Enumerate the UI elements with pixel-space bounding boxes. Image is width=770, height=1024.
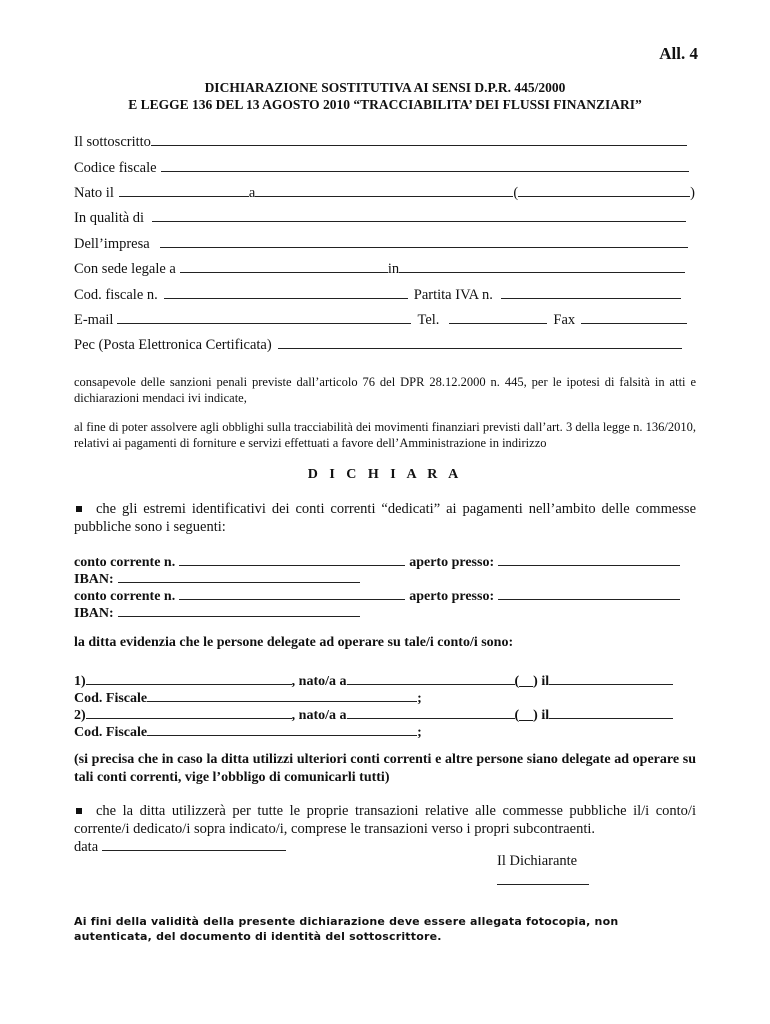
sede-indirizzo-input[interactable] <box>399 258 685 273</box>
field-cod-fiscale-piva <box>74 284 681 304</box>
iban-input-1[interactable] <box>118 568 360 583</box>
delegate-semicolon-2: ; <box>417 725 422 740</box>
delegate-number-1: 1) <box>74 674 86 689</box>
conto-label-1: conto corrente n. <box>74 555 176 570</box>
delegate-cf-input-2[interactable] <box>147 721 417 736</box>
cod-fiscale-n-label: Cod. fiscale n. <box>74 287 158 303</box>
estremi-text: che gli estremi identificativi dei conti correnti “dedicati” ai pagamenti nell’ambito delle commesse pubbliche sono i seguenti: <box>74 501 696 535</box>
bullet-icon <box>76 506 82 512</box>
delegate-data-input-2[interactable] <box>549 704 673 719</box>
nato-il-label: Nato il <box>74 185 114 201</box>
email-label: E-mail <box>74 312 114 328</box>
footer-note: Ai fini della validità della presente dichiarazione deve essere allegata fotocopia, non autenticata, del documento di identità del sottoscrittore. <box>74 915 619 943</box>
impresa-label: Dell’impresa <box>74 236 150 252</box>
codice-fiscale-input[interactable] <box>161 157 689 172</box>
tel-input[interactable] <box>449 309 547 324</box>
sede-legale-label: Con sede legale a <box>74 261 176 277</box>
email-input[interactable] <box>117 309 411 324</box>
luogo-nascita-input[interactable] <box>255 182 513 197</box>
document-title-line1: DICHIARAZIONE SOSTITUTIVA AI SENSI D.P.R. 445/2000 <box>204 80 566 95</box>
conto-input-2[interactable] <box>179 585 405 600</box>
dichiarante-signature-line[interactable] <box>497 870 589 890</box>
aperto-input-2[interactable] <box>498 585 680 600</box>
qualita-input[interactable] <box>152 207 686 222</box>
delegate-luogo-input-2[interactable] <box>347 704 515 719</box>
field-sede-legale <box>74 258 685 278</box>
iban-label-1: IBAN: <box>74 572 114 587</box>
pec-input[interactable] <box>278 334 682 349</box>
provincia-nascita-input[interactable] <box>518 182 690 197</box>
conto-label-2: conto corrente n. <box>74 589 176 604</box>
field-contatti <box>74 309 687 329</box>
impresa-input[interactable] <box>160 233 688 248</box>
aperto-label-1: aperto presso: <box>409 555 495 570</box>
data-input[interactable] <box>102 836 286 851</box>
annex-label: All. 4 <box>659 44 698 63</box>
aperto-input-1[interactable] <box>498 551 680 566</box>
sede-legale-input[interactable] <box>180 258 388 273</box>
tel-label: Tel. <box>417 312 440 328</box>
partita-iva-label: Partita IVA n. <box>413 287 493 303</box>
delegate-cf-label-2: Cod. Fiscale <box>74 725 148 740</box>
sede-in-label: in <box>387 261 400 277</box>
field-qualita <box>74 207 686 227</box>
delegate-data-input-1[interactable] <box>549 670 673 685</box>
aperto-label-2: aperto presso: <box>409 589 495 604</box>
sottoscritto-label: Il sottoscritto <box>74 134 151 150</box>
partita-iva-input[interactable] <box>501 284 681 299</box>
provincia-close: ) <box>690 185 695 201</box>
dichiarante-label: Il Dichiarante <box>497 853 578 869</box>
utilizzera-text: che la ditta utilizzerà per tutte le proprie transazioni relative alle commesse pubbliche il/i conto/i corrente/i dedicato/i sopra indicato/i, comprese le transazioni verso i propri subcontraenti. <box>74 803 696 837</box>
bullet-icon <box>76 808 82 814</box>
dichiara-heading: D I C H I A R A <box>307 467 463 482</box>
cod-fiscale-n-input[interactable] <box>164 284 408 299</box>
delegate-paren-2: (__) il <box>514 708 550 723</box>
delegate-nato-label-1: , nato/a a <box>291 674 347 689</box>
fax-input[interactable] <box>581 309 687 324</box>
delegate-cf-label-1: Cod. Fiscale <box>74 691 148 706</box>
delegate-cf-row-2 <box>74 721 422 741</box>
paragraph-precisa: (si precisa che in caso la ditta utilizzi ulteriori conti correnti e altre persone siano delegate ad operare su tali conti correnti, vige l’obbligo di comunicarli tutti) <box>74 752 696 785</box>
provincia-open: ( <box>513 185 519 201</box>
codice-fiscale-label: Codice fiscale <box>74 160 157 176</box>
document-title-line2: E LEGGE 136 DEL 13 AGOSTO 2010 “TRACCIABILITA’ DEI FLUSSI FINANZIARI” <box>128 97 642 112</box>
data-label: data <box>74 839 99 855</box>
iban-input-2[interactable] <box>118 602 360 617</box>
nato-a-label: a <box>248 185 256 201</box>
field-codice-fiscale <box>74 157 689 177</box>
field-sottoscritto <box>74 131 687 151</box>
iban-row-2 <box>74 602 360 622</box>
sottoscritto-input[interactable] <box>151 131 687 146</box>
delegate-name-input-2[interactable] <box>86 704 292 719</box>
qualita-label: In qualità di <box>74 210 145 226</box>
field-pec <box>74 334 682 354</box>
paragraph-estremi <box>74 500 696 536</box>
nato-il-input[interactable] <box>119 182 249 197</box>
pec-label: Pec (Posta Elettronica Certificata) <box>74 337 272 353</box>
delegate-nato-label-2: , nato/a a <box>291 708 347 723</box>
delegate-luogo-input-1[interactable] <box>347 670 515 685</box>
conto-input-1[interactable] <box>179 551 405 566</box>
paragraph-consapevole: consapevole delle sanzioni penali previste dall’articolo 76 del DPR 28.12.2000 n. 445, per le ipotesi di falsità in atti e dichiarazioni mendaci ivi indicate, <box>74 375 696 405</box>
delegates-heading: la ditta evidenzia che le persone delegate ad operare su tale/i conto/i sono: <box>74 635 514 650</box>
delegate-cf-input-1[interactable] <box>147 687 417 702</box>
delegate-name-input-1[interactable] <box>86 670 292 685</box>
field-impresa <box>74 233 688 253</box>
paragraph-fine: al fine di poter assolvere agli obblighi sulla tracciabilità dei movimenti finanziari previsti dall’art. 3 della legge n. 136/2010, relativi ai pagamenti di forniture e servizi effettuati a favore dell’Amministrazione in indirizzo <box>74 420 696 450</box>
delegate-number-2: 2) <box>74 708 86 723</box>
field-data <box>74 836 286 856</box>
iban-label-2: IBAN: <box>74 606 114 621</box>
delegate-paren-1: (__) il <box>514 674 550 689</box>
paragraph-utilizzera <box>74 802 696 838</box>
field-nascita <box>74 182 695 202</box>
fax-label: Fax <box>553 312 576 328</box>
delegate-semicolon-1: ; <box>417 691 422 706</box>
